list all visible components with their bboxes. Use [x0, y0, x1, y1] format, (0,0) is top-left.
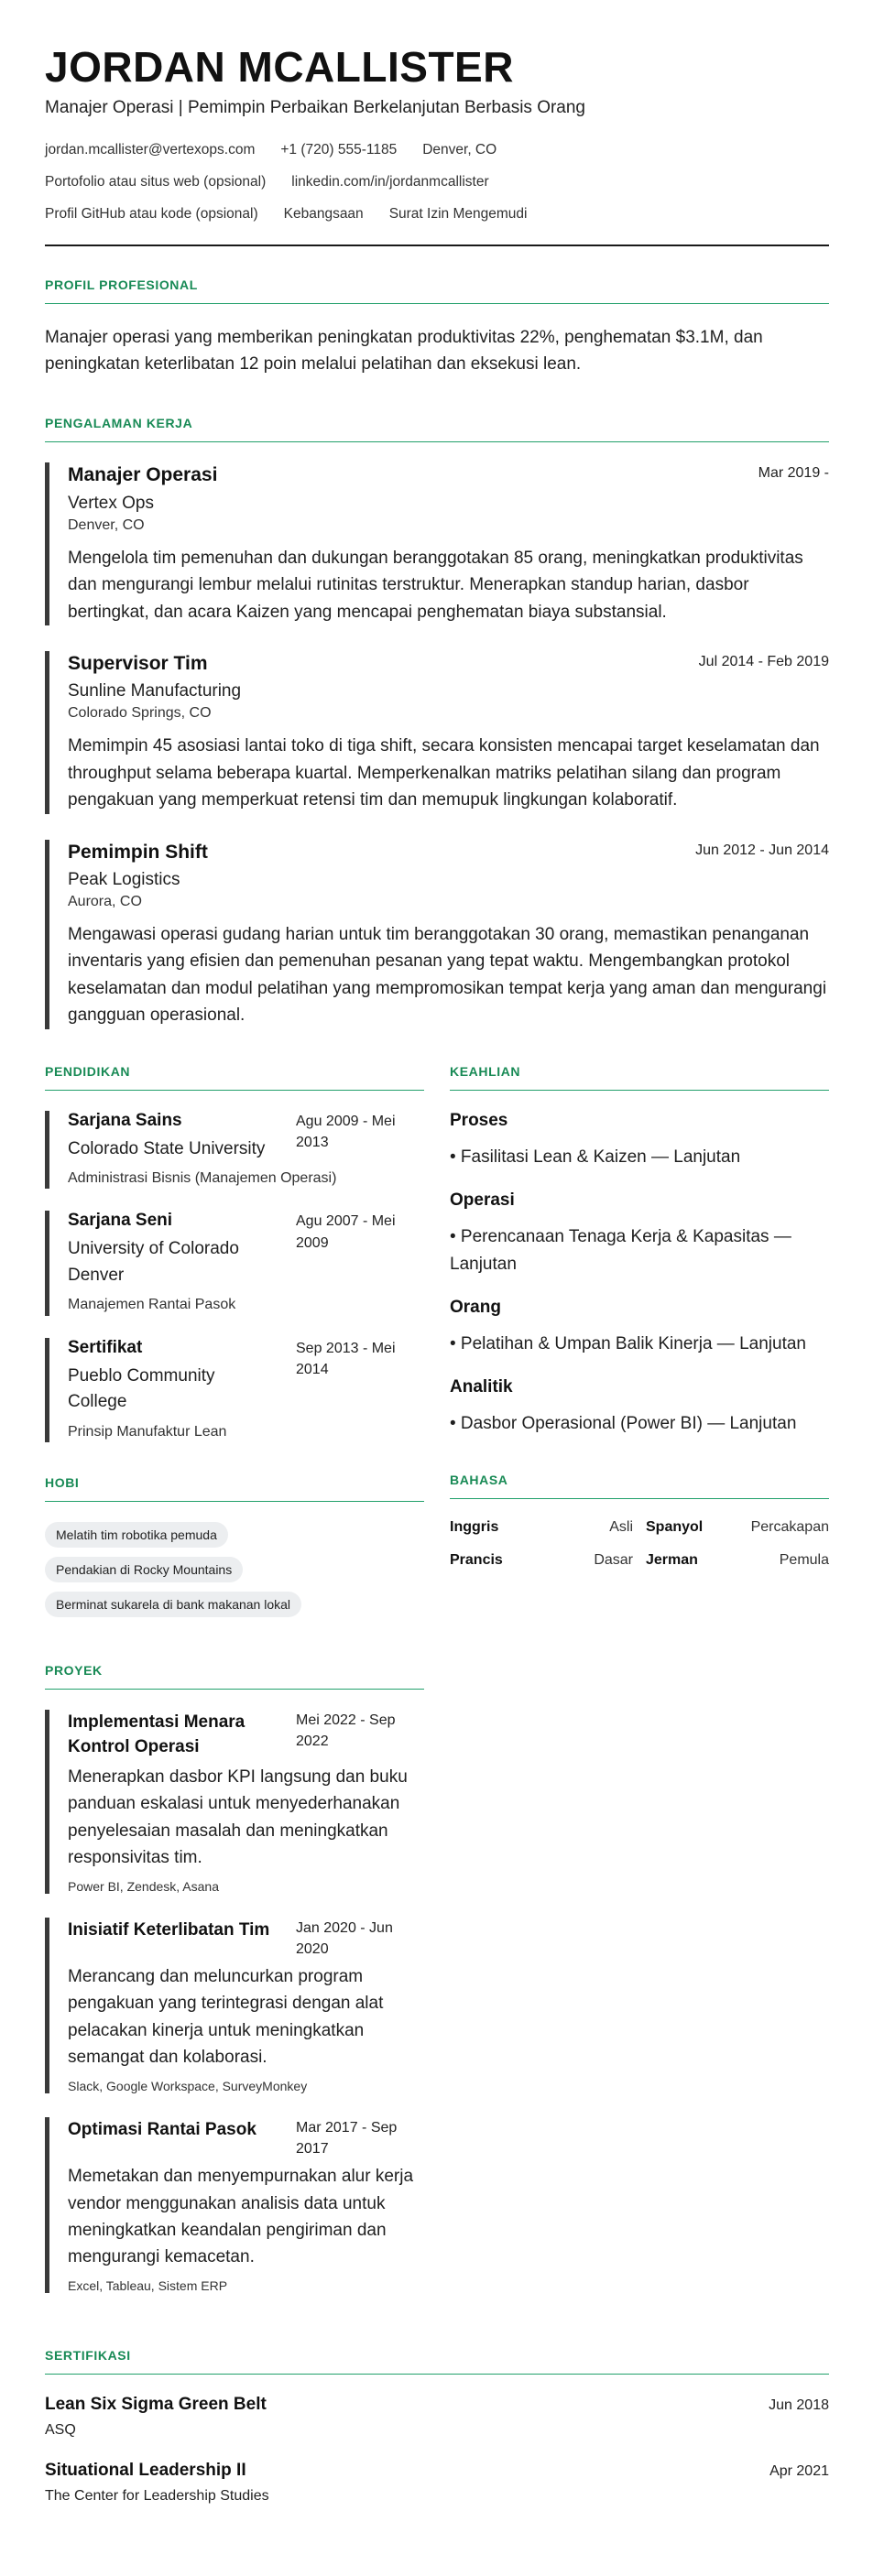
job-title: Manajer Operasi [68, 464, 218, 486]
skills-section [450, 1064, 829, 1438]
contact-row-1 [45, 142, 829, 158]
education-field: Prinsip Manufaktur Lean [68, 1423, 227, 1440]
education-school: Pueblo Community College [68, 1365, 215, 1412]
certification-org: The Center for Leadership Studies [45, 2487, 269, 2504]
contact-github[interactable]: Profil GitHub atau kode (opsional) [45, 205, 258, 222]
hobby-chip: Berminat sukarela di bank makanan lokal [45, 1592, 301, 1617]
language-level: Dasar [594, 1551, 633, 1568]
certification-name: Lean Six Sigma Green Belt [45, 2394, 267, 2414]
education-date: Sep 2013 - Mei 2014 [296, 1340, 396, 1377]
two-column-area [45, 1064, 829, 2317]
job-date: Mar 2019 - [758, 465, 829, 482]
language-name: Inggris [450, 1518, 499, 1535]
experience-entry [45, 840, 829, 1029]
contact-linkedin[interactable]: linkedin.com/in/jordanmcallister [291, 173, 489, 190]
skill-group [450, 1377, 829, 1437]
skill-category: Proses [450, 1110, 508, 1130]
skill-group [450, 1190, 829, 1277]
job-date: Jun 2012 - Jun 2014 [695, 842, 829, 858]
projects-section [45, 1663, 424, 2293]
skill-category: Operasi [450, 1190, 515, 1211]
contact-license: Surat Izin Mengemudi [388, 205, 528, 222]
education-school: University of Colorado Denver [68, 1239, 239, 1285]
project-entry [45, 1710, 424, 1894]
experience-section [45, 416, 829, 1028]
section-title-projects: PROYEK [45, 1663, 424, 1690]
education-date: Agu 2007 - Mei 2009 [296, 1213, 396, 1251]
contact-row-3 [45, 206, 829, 223]
contact-email[interactable]: jordan.mcallister@vertexops.com [45, 141, 256, 158]
candidate-headline: Manajer Operasi | Pemimpin Perbaikan Berkelanjutan Berbasis Orang [45, 97, 586, 117]
hobbies-section [45, 1475, 424, 1626]
certification-entry [45, 2395, 829, 2439]
job-date: Jul 2014 - Feb 2019 [698, 654, 829, 670]
project-description: Menerapkan dasbor KPI langsung dan buku panduan eskalasi untuk menyederhanakan penyelesaian masalah dan meningkatkan responsivitas tim. [68, 1766, 408, 1868]
job-location: Colorado Springs, CO [68, 705, 212, 722]
contact-location: Denver, CO [422, 141, 497, 158]
job-description: Mengelola tim pemenuhan dan dukungan beranggotakan 85 orang, meningkatkan produktivitas dan mengurangi lembur melalui rutinitas terstruktur. Menerapkan standup harian, dasbor bertingkat, dan acara Kaizen yang mencapai penghematan biaya substansial. [68, 548, 803, 622]
language-level: Pemula [779, 1551, 829, 1568]
project-date: Mei 2022 - Sep 2022 [296, 1712, 396, 1749]
hobby-chip: Pendakian di Rocky Mountains [45, 1557, 243, 1582]
resume-header [45, 44, 829, 223]
education-degree: Sertifikat [68, 1337, 143, 1357]
job-description: Memimpin 45 asosiasi lantai toko di tiga shift, secara konsisten mencapai target keselamatan dan throughput selama beberapa kuartal. Memperkenalkan matriks pelatihan silang dan program pengakuan yang memperkuat retensi tim dan memupuk lingkungan kolaboratif. [68, 736, 820, 810]
language-item [646, 1552, 829, 1569]
job-description: Mengawasi operasi gudang harian untuk tim beranggotakan 30 orang, memastikan penanganan inventaris yang efisien dan pemenuhan pesanan yang tepat waktu. Mengembangkan protokol keselamatan dan modul pelatihan yang mempromosikan tempat kerja yang aman dan mengurangi gangguan operasional. [68, 924, 827, 1026]
education-field: Administrasi Bisnis (Manajemen Operasi) [68, 1170, 337, 1187]
candidate-name: JORDAN MCALLISTER [45, 43, 514, 91]
certification-org: ASQ [45, 2421, 76, 2438]
profile-summary: Manajer operasi yang memberikan peningkatan produktivitas 22%, penghematan $3.1M, dan peningkatan keterlibatan 12 poin melalui pelatihan dan eksekusi lean. [45, 327, 763, 375]
education-section [45, 1064, 424, 1442]
language-name: Prancis [450, 1551, 503, 1568]
language-level: Asli [609, 1518, 633, 1535]
languages-section [450, 1473, 829, 1569]
skill-item: • Perencanaan Tenaga Kerja & Kapasitas — Lanjutan [450, 1227, 791, 1274]
header-divider [45, 245, 829, 246]
language-name: Spanyol [646, 1518, 704, 1535]
job-title: Supervisor Tim [68, 653, 208, 675]
language-item [450, 1519, 633, 1536]
project-tech: Excel, Tableau, Sistem ERP [68, 2277, 228, 2293]
job-location: Denver, CO [68, 516, 145, 533]
right-column [450, 1064, 829, 2317]
language-grid [450, 1519, 829, 1569]
certification-date: Apr 2021 [769, 2462, 829, 2479]
education-school: Colorado State University [68, 1138, 266, 1158]
project-title: Inisiatif Keterlibatan Tim [68, 1919, 270, 1940]
language-item [450, 1552, 633, 1569]
left-column [45, 1064, 424, 2317]
education-entry [45, 1338, 424, 1442]
section-title-languages: BAHASA [450, 1473, 829, 1499]
section-title-certifications: SERTIFIKASI [45, 2348, 829, 2375]
language-item [646, 1519, 829, 1536]
section-title-profile: PROFIL PROFESIONAL [45, 277, 829, 304]
project-date: Jan 2020 - Jun 2020 [296, 1919, 393, 1957]
skill-group [450, 1298, 829, 1357]
project-tech: Slack, Google Workspace, SurveyMonkey [68, 2078, 308, 2093]
job-company: Peak Logistics [68, 869, 180, 889]
education-date: Agu 2009 - Mei 2013 [296, 1113, 396, 1150]
project-tech: Power BI, Zendesk, Asana [68, 1878, 219, 1894]
section-title-education: PENDIDIKAN [45, 1064, 424, 1091]
skill-item: • Dasbor Operasional (Power BI) — Lanjutan [450, 1414, 797, 1434]
section-title-hobbies: HOBI [45, 1475, 424, 1502]
section-title-experience: PENGALAMAN KERJA [45, 416, 829, 442]
contact-phone[interactable]: +1 (720) 555-1185 [280, 141, 398, 158]
project-description: Merancang dan meluncurkan program pengakuan yang terintegrasi dengan alat pelacakan kinerja untuk meningkatkan semangat dan kolaborasi. [68, 1967, 384, 2068]
certifications-section [45, 2348, 829, 2505]
project-entry [45, 2117, 424, 2293]
project-title: Implementasi Menara Kontrol Operasi [68, 1712, 246, 1757]
certification-entry [45, 2461, 829, 2505]
certification-name: Situational Leadership II [45, 2460, 246, 2480]
education-degree: Sarjana Seni [68, 1211, 173, 1231]
education-degree: Sarjana Sains [68, 1110, 182, 1130]
job-title: Pemimpin Shift [68, 841, 208, 863]
project-description: Memetakan dan menyempurnakan alur kerja vendor menggunakan analisis data untuk meningkatkan keandalan pengiriman dan mengurangi kemacetan. [68, 2167, 414, 2267]
hobby-chip-list [45, 1522, 424, 1626]
project-title: Optimasi Rantai Pasok [68, 2119, 256, 2139]
project-date: Mar 2017 - Sep 2017 [296, 2119, 398, 2157]
hobby-chip: Melatih tim robotika pemuda [45, 1522, 228, 1548]
contact-nationality: Kebangsaan [283, 205, 364, 222]
education-entry [45, 1211, 424, 1315]
skill-category: Orang [450, 1298, 501, 1318]
section-title-skills: KEAHLIAN [450, 1064, 829, 1091]
profile-section [45, 277, 829, 378]
language-name: Jerman [646, 1551, 698, 1568]
job-company: Sunline Manufacturing [68, 681, 242, 701]
project-entry [45, 1918, 424, 2093]
certification-date: Jun 2018 [769, 2397, 829, 2413]
experience-entry [45, 651, 829, 814]
experience-entry [45, 462, 829, 625]
skill-item: • Fasilitasi Lean & Kaizen — Lanjutan [450, 1147, 741, 1167]
contact-portfolio[interactable]: Portofolio atau situs web (opsional) [45, 173, 267, 190]
skill-item: • Pelatihan & Umpan Balik Kinerja — Lanjutan [450, 1334, 806, 1354]
job-location: Aurora, CO [68, 893, 142, 909]
language-level: Percakapan [750, 1518, 829, 1535]
education-field: Manajemen Rantai Pasok [68, 1297, 236, 1313]
skill-category: Analitik [450, 1377, 513, 1397]
contact-row-2 [45, 174, 829, 190]
skill-group [450, 1111, 829, 1170]
job-company: Vertex Ops [68, 493, 154, 513]
education-entry [45, 1111, 424, 1190]
